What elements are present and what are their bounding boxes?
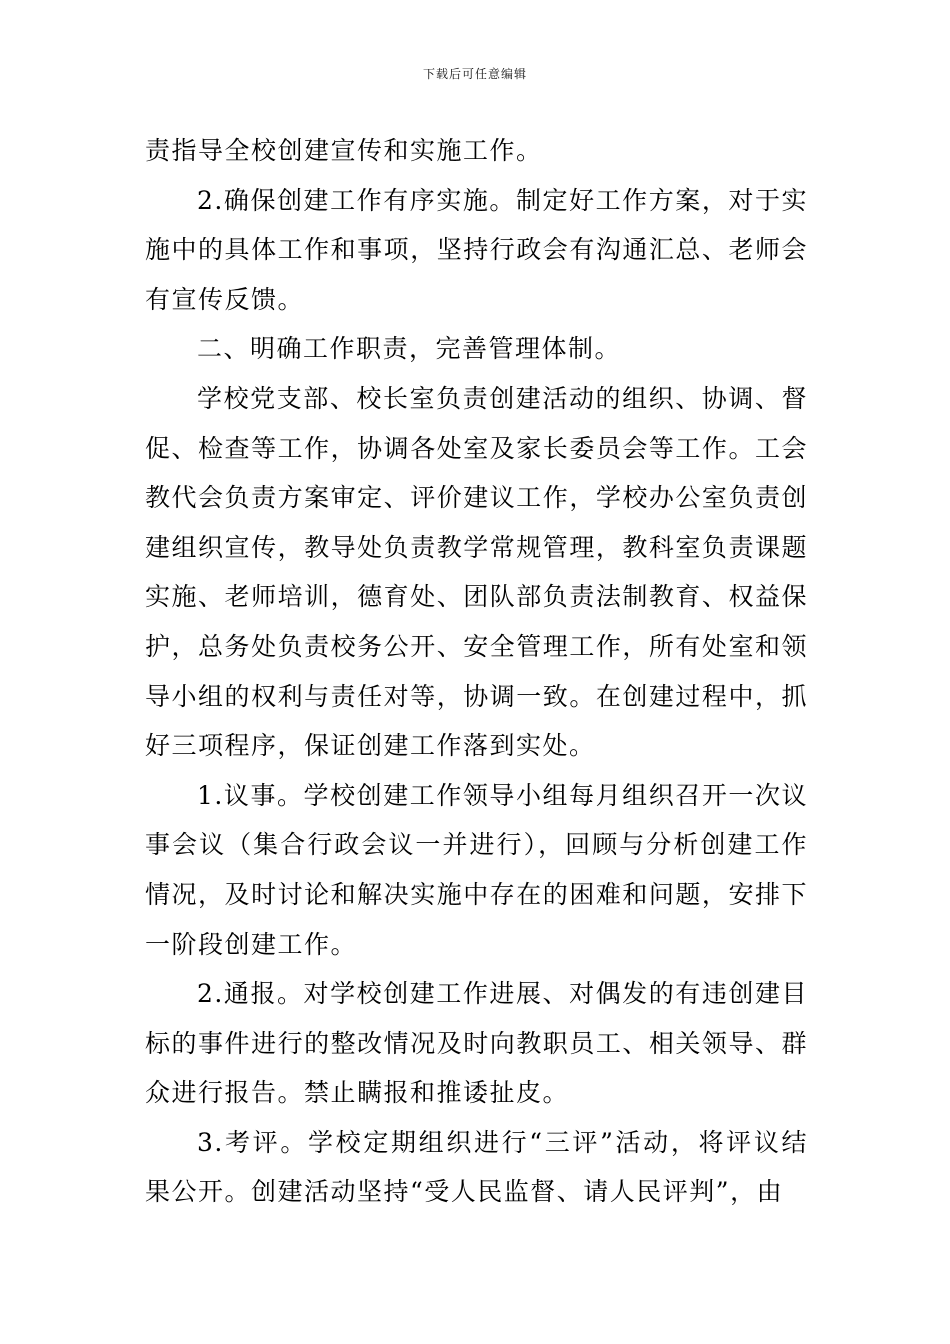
paragraph-item-1-discussion: 1.议事。学校创建工作领导小组每月组织召开一次议事会议（集合行政会议一并进行），回顾与分析创建工作情况，及时讨论和解决实施中存在的困难和问题，安排下一阶段创建工作。: [145, 780, 808, 959]
section-heading-2: 二、明确工作职责，完善管理体制。: [197, 334, 622, 364]
paragraph-item-2-notification: 2.通报。对学校创建工作进展、对偶发的有违创建目标的事件进行的整改情况及时向教职员工、相关领导、群众进行报告。禁止瞒报和推诿扯皮。: [145, 979, 808, 1108]
page-header-note: 下载后可任意编辑: [422, 67, 527, 81]
document-body: [145, 126, 808, 1217]
paragraph-item-3-evaluation: 3.考评。学校定期组织进行“三评”活动，将评议结果公开。创建活动坚持“受人民监督、请人民评判”，由: [145, 1127, 808, 1207]
paragraph-item-2-ensure-implementation: 2.确保创建工作有序实施。制定好工作方案，对于实施中的具体工作和事项，坚持行政会有沟通汇总、老师会有宣传反馈。: [145, 185, 808, 314]
paragraph-responsibilities: 学校党支部、校长室负责创建活动的组织、协调、督促、检查等工作，协调各处室及家长委员会等工作。工会教代会负责方案审定、评价建议工作，学校办公室负责创建组织宣传，教导处负责教学常规管理，教科室负责课题实施、老师培训，德育处、团队部负责法制教育、权益保护，总务处负责校务公开、安全管理工作，所有处室和领导小组的权利与责任对等，协调一致。在创建过程中，抓好三项程序，保证创建工作落到实处。: [145, 383, 808, 761]
paragraph-continuation: 责指导全校创建宣传和实施工作。: [145, 136, 543, 165]
